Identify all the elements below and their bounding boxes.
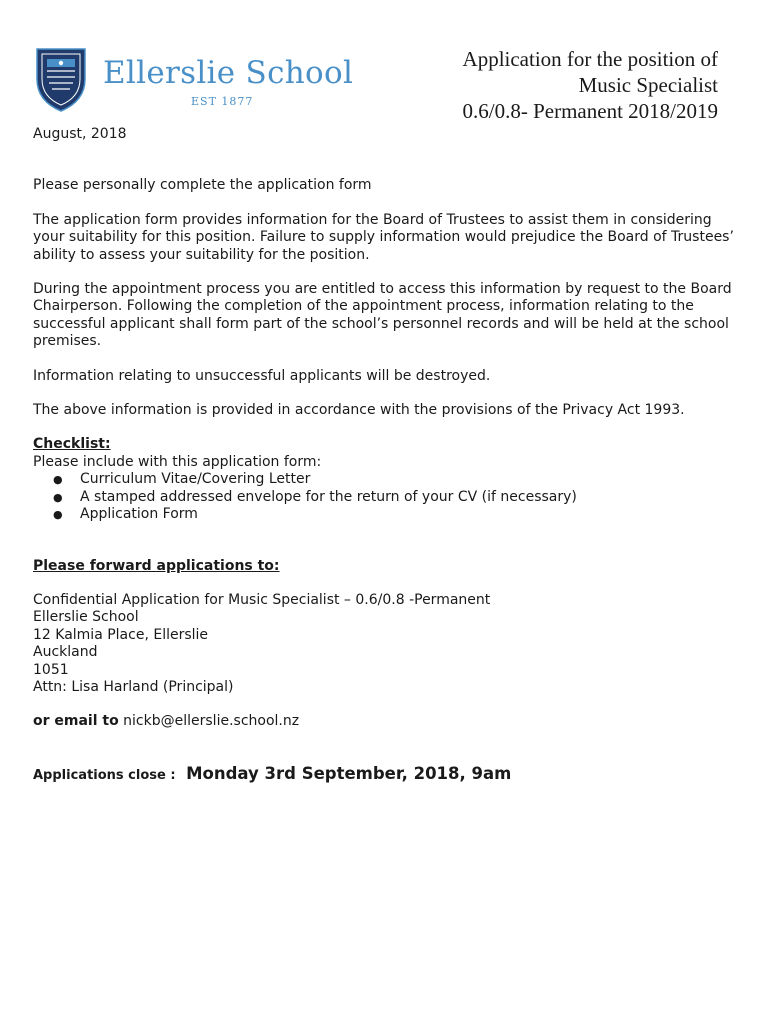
school-logo <box>33 45 363 115</box>
paragraph-privacy-act: The above information is provided in accordance with the provisions of the Privacy Act 1993. <box>33 402 685 419</box>
school-name: Ellerslie School <box>103 55 354 91</box>
letter-date: August, 2018 <box>33 126 127 142</box>
applications-close <box>33 765 738 784</box>
title-line-1: Application for the position of <box>462 47 718 71</box>
checklist-heading: Checklist: <box>33 436 111 453</box>
close-label: Applications close : <box>33 767 176 783</box>
email-prefix: or email to <box>33 713 119 730</box>
paragraph-appointment-process: During the appointment process you are entitled to access this information by request to the Board Chairperson. Following the completion of the appointment process, information relating to the successful applicant shall form part of the school’s personnel records and will be held at the school premises. <box>33 281 732 350</box>
address-line: Confidential Application for Music Specialist – 0.6/0.8 -Permanent <box>33 591 491 608</box>
address-line: Ellerslie School <box>33 609 139 626</box>
checklist-intro: Please include with this application form: <box>33 453 322 470</box>
checklist-item: ● Curriculum Vitae/Covering Letter <box>53 471 738 488</box>
checklist <box>53 471 738 523</box>
title-line-2: Music Specialist <box>578 73 718 97</box>
address-line: 12 Kalmia Place, Ellerslie <box>33 626 209 643</box>
paragraph-unsuccessful: Information relating to unsuccessful applicants will be destroyed. <box>33 367 491 384</box>
school-crest-icon <box>33 45 89 113</box>
checklist-item: ● Application Form <box>53 506 738 523</box>
address-line: 1051 <box>33 661 69 678</box>
email-link[interactable]: nickb@ellerslie.school.nz <box>123 713 300 730</box>
title-line-3: 0.6/0.8- Permanent 2018/2019 <box>462 99 718 123</box>
postal-address <box>33 592 738 696</box>
checklist-item: ● A stamped addressed envelope for the return of your CV (if necessary) <box>53 489 738 506</box>
paragraph-board-info: The application form provides information for the Board of Trustees to assist them in considering your suitability for this position. Failure to supply information would prejudice the Board of Trustees’ ability to assess your suitability for the position. <box>33 211 734 263</box>
letter-body <box>33 126 738 784</box>
address-line: Auckland <box>33 644 98 661</box>
position-title <box>463 46 718 124</box>
email-line <box>33 713 738 730</box>
forward-heading: Please forward applications to: <box>33 557 280 574</box>
close-date: Monday 3rd September, 2018, 9am <box>186 763 512 783</box>
address-line: Attn: Lisa Harland (Principal) <box>33 678 234 695</box>
instruction-text: Please personally complete the application form <box>33 177 372 194</box>
school-established: EST 1877 <box>191 95 254 108</box>
